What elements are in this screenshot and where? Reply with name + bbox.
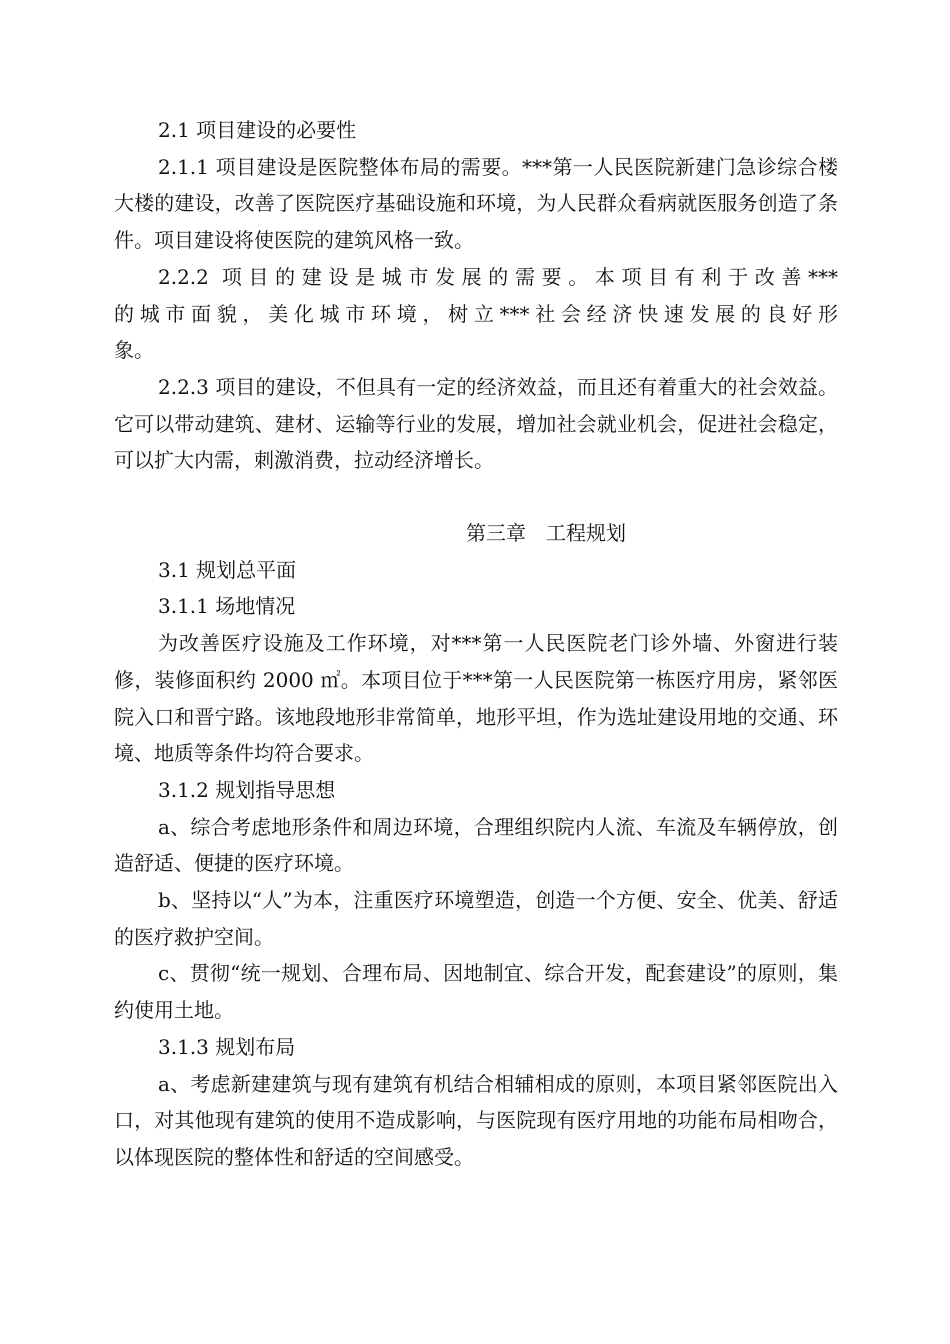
paragraph-2-2-2-line-1: 2.2.2 项目的建设是城市发展的需要。本项目有利于改善***: [158, 264, 838, 289]
paragraph-guideline-b: b、坚持以“人”为本，注重医疗环境塑造，创造一个方便、安全、优美、舒适的医疗救护空间。: [114, 888, 838, 949]
section-heading-3-1-2: 3.1.2 规划指导思想: [158, 777, 336, 802]
paragraph-guideline-c: c、贯彻“统一规划、合理布局、因地制宜、综合开发，配套建设”的原则，集约使用土地。: [114, 961, 838, 1023]
section-heading-3-1: 3.1 规划总平面: [158, 557, 297, 582]
paragraph-site-situation: 为改善医疗设施及工作环境，对***第一人民医院老门诊外墙、外窗进行装修，装修面积约 2000 ㎡。本项目位于***第一人民医院第一栋医疗用房，紧邻医院入口和晋宁路。该地段地形非常简单，地形平坦，作为选址建设用地的交通、环境、地质等条件均符合要求。: [114, 631, 838, 766]
section-heading-3-1-1: 3.1.1 场地情况: [158, 594, 296, 619]
paragraph-2-2-2-line-2: 的城市面貌，美化城市环境，树立***社会经济快速发展的良好形: [114, 301, 838, 326]
document-page: [114, 112, 838, 1176]
chapter-title: 第三章 工程规划: [466, 521, 626, 546]
paragraph-2-2-2-line-3: 象。: [114, 338, 154, 363]
section-heading-2-1: 2.1 项目建设的必要性: [158, 118, 357, 142]
section-heading-3-1-3: 3.1.3 规划布局: [158, 1034, 296, 1059]
paragraph-2-2-2: [114, 259, 838, 369]
paragraph-2-1-1: 2.1.1 项目建设是医院整体布局的需要。***第一人民医院新建门急诊综合楼大楼的建设，改善了医院医疗基础设施和环境，为人民群众看病就医服务创造了条件。项目建设将使医院的建筑风格一致。: [114, 154, 838, 253]
paragraph-layout-a: a、考虑新建建筑与现有建筑有机结合相辅相成的原则，本项目紧邻医院出入口，对其他现有建筑的使用不造成影响，与医院现有医疗用地的功能布局相吻合，以体现医院的整体性和舒适的空间感受。: [114, 1071, 838, 1169]
paragraph-guideline-a: a、综合考虑地形条件和周边环境，合理组织院内人流、车流及车辆停放，创造舒适、便捷的医疗环境。: [114, 814, 838, 876]
paragraph-2-2-3: 2.2.3 项目的建设，不但具有一定的经济效益，而且还有着重大的社会效益。它可以带动建筑、建材、运输等行业的发展，增加社会就业机会，促进社会稳定，可以扩大内需，刺激消费，拉动经济增长。: [114, 374, 838, 473]
